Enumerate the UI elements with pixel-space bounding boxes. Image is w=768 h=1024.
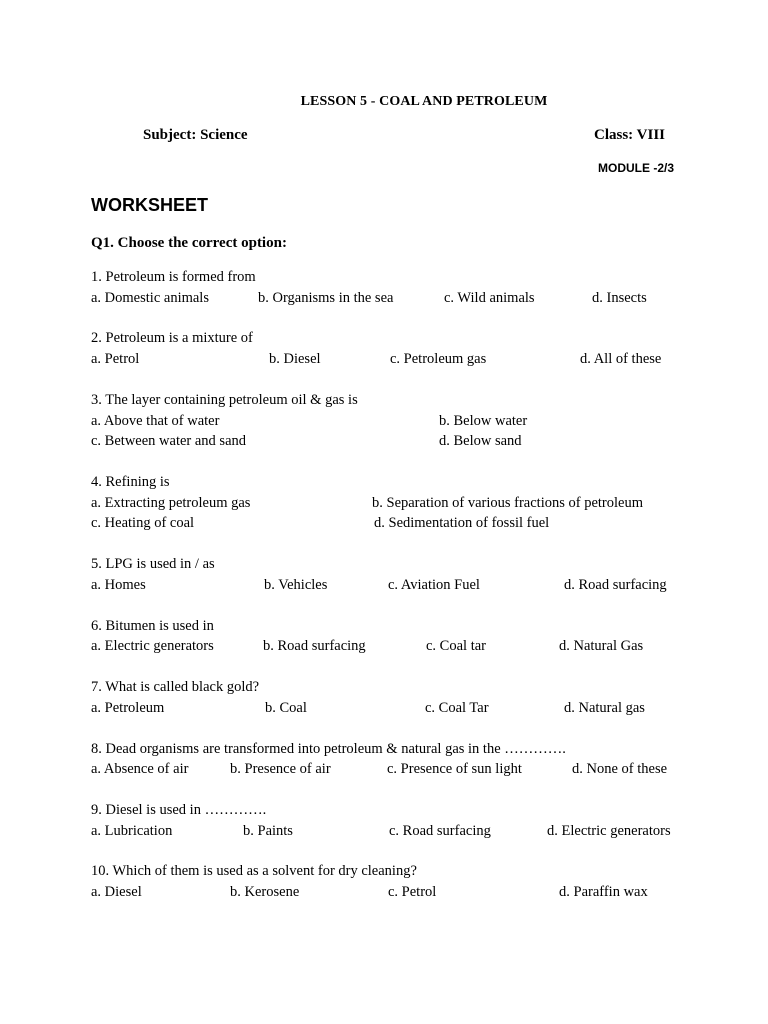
worksheet-title: WORKSHEET (91, 195, 208, 215)
option-c: c. Between water and sand (91, 433, 247, 449)
option-d: d. Electric generators (547, 823, 671, 839)
option-c: c. Coal Tar (425, 700, 489, 716)
option-b: b. Paints (243, 823, 293, 839)
option-c: c. Coal tar (426, 638, 486, 654)
option-a: a. Petroleum (91, 700, 165, 716)
question-text: 8. Dead organisms are transformed into petroleum & natural gas in the …………. (91, 741, 566, 757)
option-a: a. Domestic animals (91, 290, 209, 306)
option-c: c. Wild animals (444, 290, 535, 306)
option-c: c. Petrol (388, 884, 437, 900)
option-a: a. Above that of water (91, 413, 220, 429)
option-c: c. Presence of sun light (387, 761, 522, 777)
option-a: a. Homes (91, 577, 146, 593)
question-text: 7. What is called black gold? (91, 679, 260, 695)
question-text: 9. Diesel is used in …………. (91, 802, 267, 818)
option-d: d. Paraffin wax (559, 884, 648, 900)
option-d: d. Insects (592, 290, 647, 306)
section-heading: Q1. Choose the correct option: (91, 235, 287, 251)
option-d: d. Below sand (439, 433, 522, 449)
subject-label: Subject: Science (143, 127, 248, 143)
option-a: a. Absence of air (91, 761, 189, 777)
question-text: 1. Petroleum is formed from (91, 269, 256, 285)
option-c: c. Petroleum gas (390, 351, 487, 367)
option-b: b. Organisms in the sea (258, 290, 394, 306)
option-b: b. Below water (439, 413, 528, 429)
option-d: d. Road surfacing (564, 577, 667, 593)
module-label: MODULE -2/3 (598, 161, 675, 175)
question-text: 6. Bitumen is used in (91, 618, 214, 634)
option-d: d. Natural Gas (559, 638, 644, 654)
class-label: Class: VIII (594, 127, 665, 143)
option-b: b. Separation of various fractions of petroleum (372, 495, 643, 511)
option-d: d. Natural gas (564, 700, 645, 716)
option-d: d. All of these (580, 351, 662, 367)
question-text: 10. Which of them is used as a solvent for dry cleaning? (91, 863, 417, 879)
option-c: c. Aviation Fuel (388, 577, 480, 593)
option-b: b. Diesel (269, 351, 321, 367)
option-a: a. Petrol (91, 351, 140, 367)
option-d: d. Sedimentation of fossil fuel (374, 515, 550, 531)
option-b: b. Vehicles (264, 577, 328, 593)
question-text: 3. The layer containing petroleum oil & gas is (91, 392, 358, 408)
option-a: a. Extracting petroleum gas (91, 495, 251, 511)
option-b: b. Road surfacing (263, 638, 366, 654)
option-d: d. None of these (572, 761, 668, 777)
option-b: b. Coal (265, 700, 307, 716)
option-c: c. Heating of coal (91, 515, 195, 531)
option-a: a. Lubrication (91, 823, 173, 839)
question-text: 5. LPG is used in / as (91, 556, 215, 572)
question-text: 2. Petroleum is a mixture of (91, 330, 253, 346)
option-a: a. Electric generators (91, 638, 214, 654)
lesson-title: LESSON 5 - COAL AND PETROLEUM (300, 94, 548, 109)
option-b: b. Kerosene (230, 884, 300, 900)
option-b: b. Presence of air (230, 761, 331, 777)
question-text: 4. Refining is (91, 474, 170, 490)
option-c: c. Road surfacing (389, 823, 491, 839)
option-a: a. Diesel (91, 884, 142, 900)
